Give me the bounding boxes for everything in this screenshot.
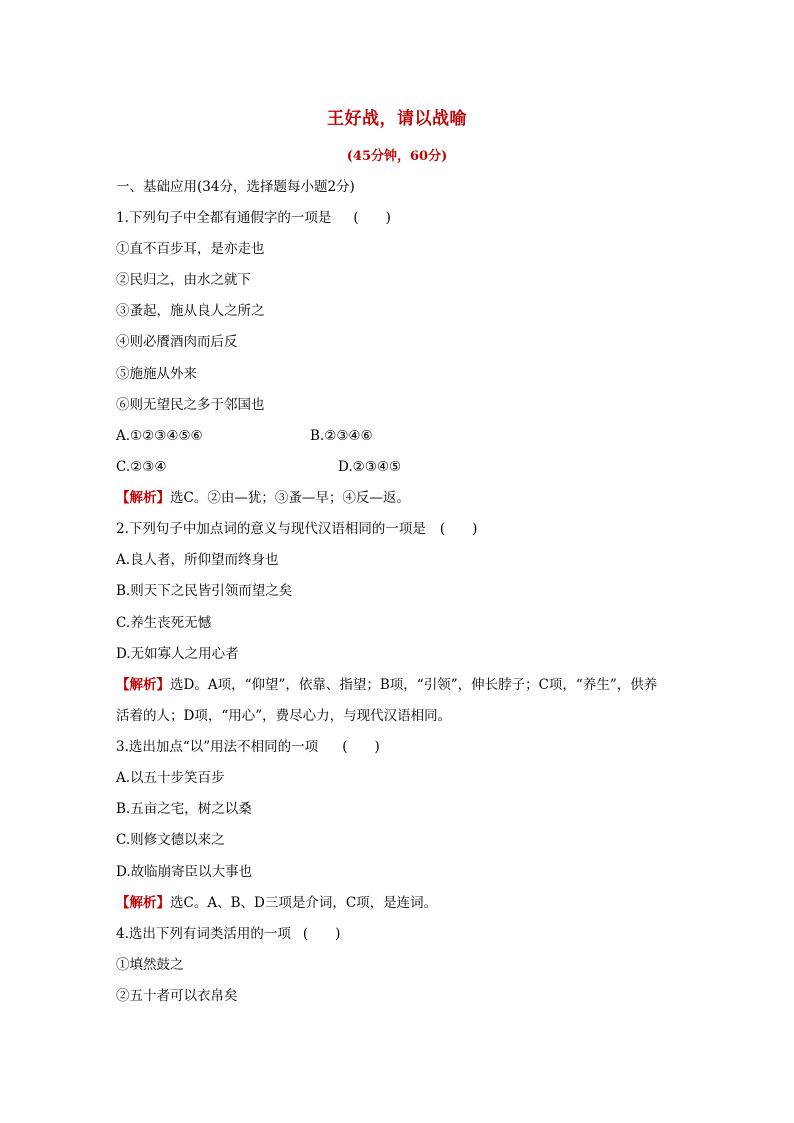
q1-analysis xyxy=(116,489,410,507)
q1-item-5: ⑤施施从外来 xyxy=(116,366,197,382)
question-stem-text: 4.选出下列有词类活用的一项 xyxy=(116,926,291,942)
question-1-stem xyxy=(116,209,391,227)
q1-option-c: C.②③④ xyxy=(116,459,167,475)
q4-item-1: ①填然鼓之 xyxy=(116,957,184,973)
question-stem-text: 2.下列句子中加点词的意义与现代汉语相同的一项是 xyxy=(116,521,426,537)
q1-item-2: ②民归之，由水之就下 xyxy=(116,272,251,288)
answer-parentheses: ( ) xyxy=(353,210,391,226)
question-4-stem xyxy=(116,925,340,943)
q2-option-c: C.养生丧死无憾 xyxy=(116,615,212,631)
q3-analysis xyxy=(116,894,437,912)
q1-option-a: A.①②③④⑤⑥ xyxy=(116,428,203,444)
document-title: 王好战，请以战喻 xyxy=(327,109,467,129)
question-stem-text: 3.选出加点“以”用法不相同的一项 xyxy=(116,739,319,755)
analysis-label: 【解析】 xyxy=(116,895,170,911)
analysis-text: 选C。②由—犹；③蚤—早；④反—返。 xyxy=(170,490,410,506)
q2-analysis-line-2: 活着的人；D项，“用心”，费尽心力，与现代汉语相同。 xyxy=(116,708,452,724)
q3-option-c: C.则修文德以来之 xyxy=(116,832,225,848)
q1-option-d: D.②③④⑤ xyxy=(338,459,402,475)
q1-item-1: ①直不百步耳，是亦走也 xyxy=(116,241,265,257)
question-2-stem xyxy=(116,520,477,538)
q2-option-d: D.无如寡人之用心者 xyxy=(116,646,239,662)
q1-item-6: ⑥则无望民之多于邻国也 xyxy=(116,397,265,413)
q4-item-2: ②五十者可以衣帛矣 xyxy=(116,988,238,1004)
answer-parentheses: ( ) xyxy=(342,739,380,755)
analysis-text: 选C。A、B、D三项是介词，C项，是连词。 xyxy=(170,895,438,911)
document-subtitle: (45分钟，60分) xyxy=(346,149,448,164)
q2-analysis-line-1 xyxy=(116,676,657,694)
answer-parentheses: ( ) xyxy=(439,521,478,537)
analysis-label: 【解析】 xyxy=(116,490,170,506)
q1-item-3: ③蚤起，施从良人之所之 xyxy=(116,303,265,319)
q3-option-b: B.五亩之宅，树之以桑 xyxy=(116,801,252,817)
analysis-label: 【解析】 xyxy=(116,677,170,693)
q2-option-a: A.良人者，所仰望而终身也 xyxy=(116,552,279,568)
question-stem-text: 1.下列句子中全都有通假字的一项是 xyxy=(116,210,332,226)
q3-option-a: A.以五十步笑百步 xyxy=(116,770,225,786)
section-heading: 一、基础应用(34分，选择题每小题2分) xyxy=(116,179,355,195)
q2-option-b: B.则天下之民皆引领而望之矣 xyxy=(116,583,293,599)
answer-parentheses: ( ) xyxy=(302,926,341,942)
q1-option-b: B.②③④⑥ xyxy=(310,428,373,444)
q3-option-d: D.故临崩寄臣以大事也 xyxy=(116,864,253,880)
q1-item-4: ④则必餍酒肉而后反 xyxy=(116,334,238,350)
question-3-stem xyxy=(116,738,380,756)
analysis-text: 选D。A项，“仰望”，依靠、指望；B项，“引领”，伸长脖子；C项，“养生”，供养 xyxy=(170,677,658,693)
